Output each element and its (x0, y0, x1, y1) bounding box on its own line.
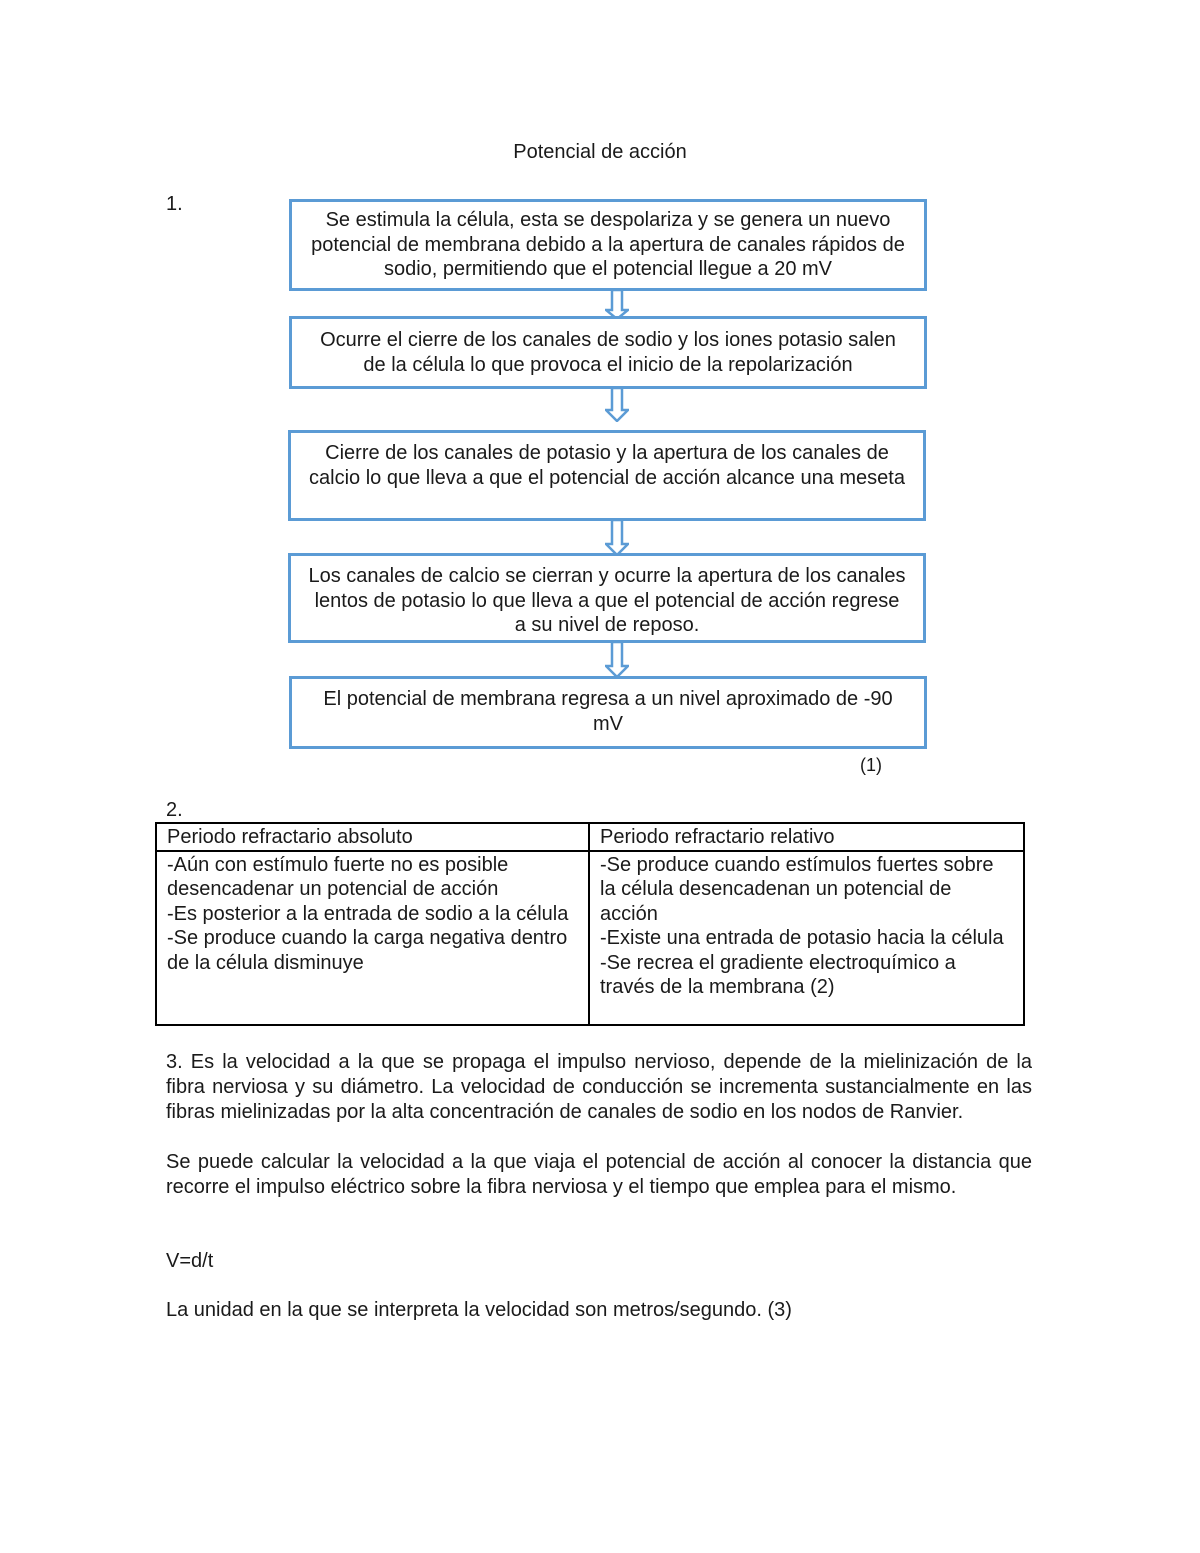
section-2-label: 2. (166, 799, 183, 821)
absolute-point: -Aún con estímulo fuerte no es posible desencadenar un potencial de acción (167, 853, 509, 900)
header-absolute: Periodo refractario absoluto (156, 823, 589, 851)
flow-step-4: Los canales de calcio se cierran y ocurre la apertura de los canales lentos de potasio lo que lleva a que el potencial de acción regrese a su nivel de reposo. (288, 553, 926, 643)
relative-cell (589, 851, 1024, 1025)
down-arrow-icon (605, 520, 629, 556)
refractory-table (155, 822, 1025, 1026)
flow-step-2: Ocurre el cierre de los canales de sodio y los iones potasio salen de la célula lo que provoca el inicio de la repolarización (289, 316, 927, 389)
section-1-label: 1. (166, 193, 183, 215)
section-3-paragraph-2: Se puede calcular la velocidad a la que viaja el potencial de acción al conocer la distancia que recorre el impulso eléctrico sobre la fibra nerviosa y el tiempo que emplea para el mismo. (166, 1151, 1032, 1198)
page-title: Potencial de acción (513, 141, 687, 163)
section-3-paragraph-1: 3. Es la velocidad a la que se propaga el impulso nervioso, depende de la mielinización de la fibra nerviosa y su diámetro. La velocidad de conducción se incrementa sustancialmente en las fibras mielinizadas por la alta concentración de canales de sodio en los nodos de Ranvier. (166, 1051, 1032, 1123)
relative-point: -Existe una entrada de potasio hacia la célula (600, 927, 1004, 949)
absolute-point: -Es posterior a la entrada de sodio a la célula (167, 902, 569, 925)
header-relative: Periodo refractario relativo (589, 823, 1024, 851)
flow-step-1: Se estimula la célula, esta se despolariza y se genera un nuevo potencial de membrana debido a la apertura de canales rápidos de sodio, permitiendo que el potencial llegue a 20 mV (289, 199, 927, 291)
down-arrow-icon (605, 388, 629, 422)
relative-point: -Se produce cuando estímulos fuertes sobre la célula desencadenan un potencial de acción (600, 853, 994, 925)
absolute-point: -Se produce cuando la carga negativa dentro de la célula disminuye (167, 927, 568, 974)
citation-1: (1) (860, 755, 882, 775)
relative-point: -Se recrea el gradiente electroquímico a través de la membrana (2) (600, 951, 956, 998)
section-3-paragraph-3: La unidad en la que se interpreta la velocidad son metros/segundo. (3) (166, 1299, 792, 1321)
flow-step-5: El potencial de membrana regresa a un nivel aproximado de -90 mV (289, 676, 927, 749)
flow-step-3: Cierre de los canales de potasio y la apertura de los canales de calcio lo que lleva a que el potencial de acción alcance una meseta (288, 430, 926, 521)
velocity-formula: V=d/t (166, 1250, 214, 1272)
down-arrow-icon (605, 642, 629, 678)
absolute-cell (156, 851, 589, 1025)
